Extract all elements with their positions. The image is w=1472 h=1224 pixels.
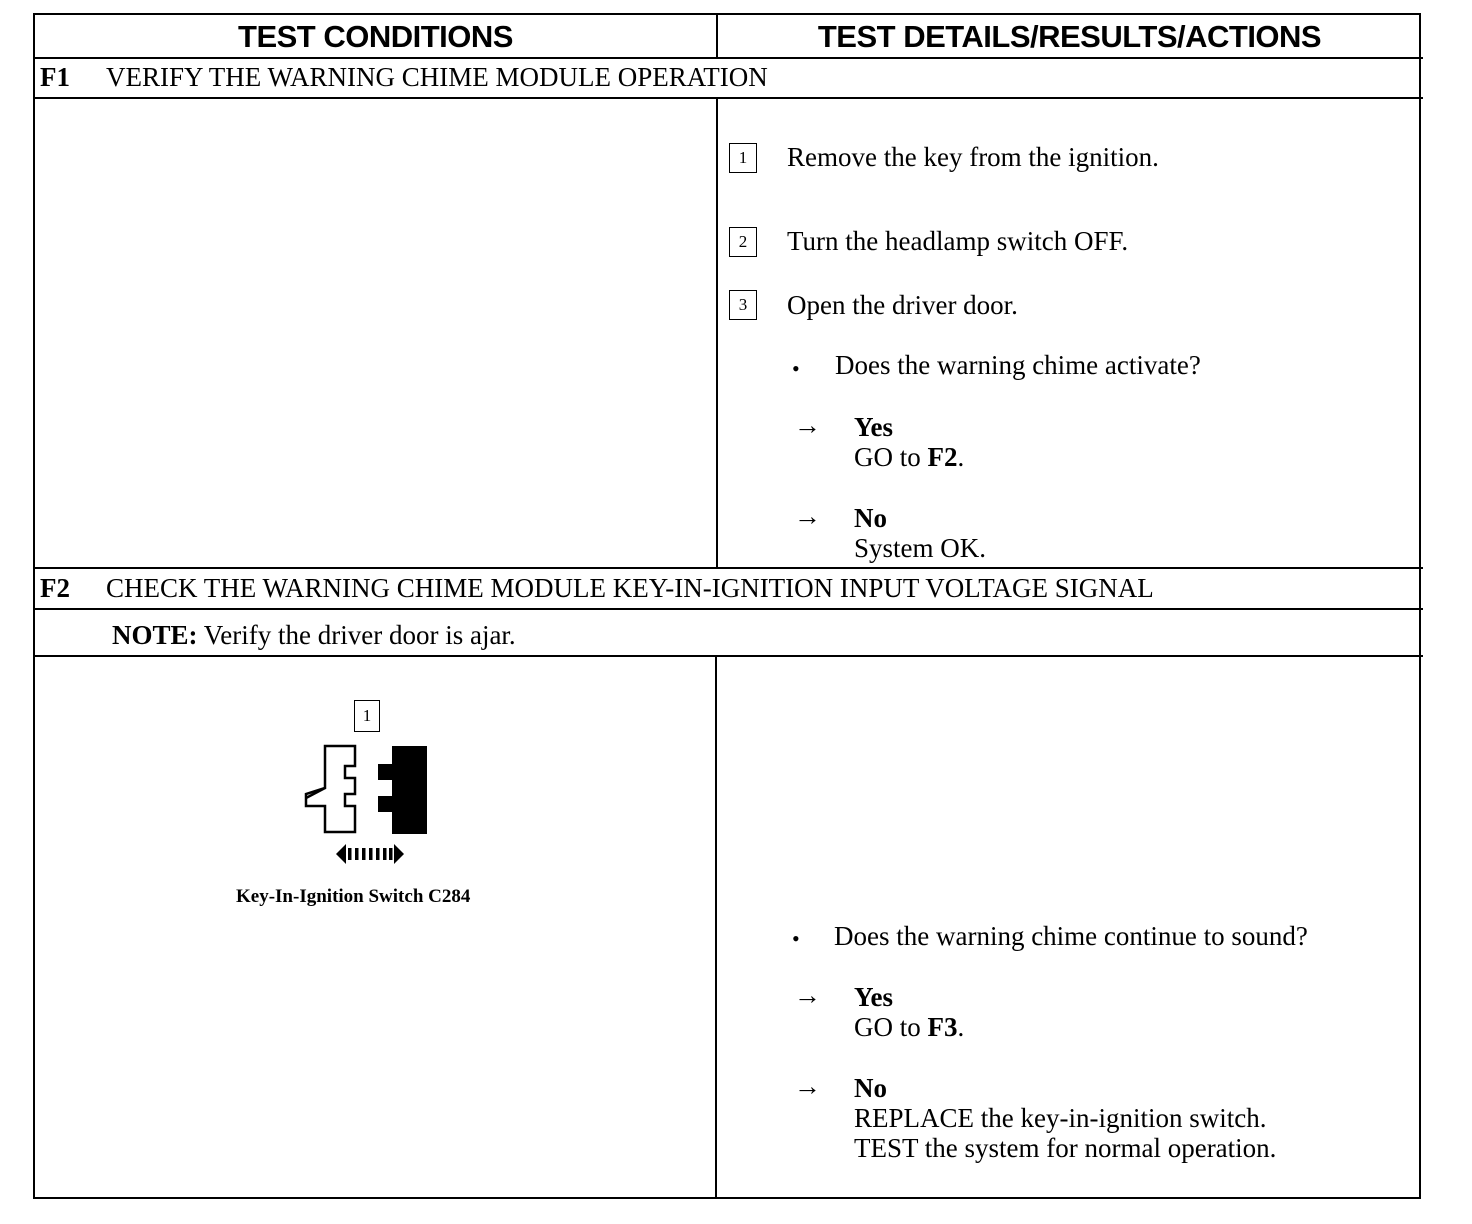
connector-housing-icon [306,746,355,832]
connector-illustration-icon [300,740,435,870]
f1-yes-label: Yes [854,412,893,442]
f2-yes-action-ref: F3 [927,1012,958,1042]
procedure-table [33,13,1421,1199]
double-arrow-icon [336,844,404,864]
f2-no-action-1: REPLACE the key-in-ignition switch. [854,1103,1267,1133]
f1-title: VERIFY THE WARNING CHIME MODULE OPERATION [106,62,768,92]
f1-no-arrow-icon: → [794,501,821,531]
header-test-details: TEST DETAILS/RESULTS/ACTIONS [817,19,1322,54]
f2-top-divider [33,567,1423,569]
f2-no-response [854,1073,1276,1163]
f1-step-3-text: Open the driver door. [787,290,1018,320]
f1-id: F1 [40,62,70,92]
f2-question: Does the warning chime continue to sound? [834,921,1308,951]
f1-step-2-number-box: 2 [729,227,757,257]
f2-title: CHECK THE WARNING CHIME MODULE KEY-IN-IGNITION INPUT VOLTAGE SIGNAL [106,573,1154,603]
f2-yes-action-suffix: . [957,1012,965,1042]
f2-yes-response [854,982,964,1042]
mating-connector-icon [378,746,427,834]
f2-figure-caption: Key-In-Ignition Switch C284 [236,886,471,907]
f2-figure-step-box: 1 [354,700,380,732]
f1-step-1-number-box: 1 [729,143,757,173]
f1-column-divider [716,97,718,568]
f1-step-2-text: Turn the headlamp switch OFF. [787,226,1129,256]
f1-no-response [854,503,986,563]
note-divider [33,655,1423,657]
f1-no-label: No [854,503,887,533]
f1-section-title [40,62,768,93]
f2-column-divider [715,655,717,1199]
f2-id: F2 [40,573,70,603]
f2-section-title [40,573,1154,604]
f2-question-bullet: • [792,926,800,951]
f2-yes-label: Yes [854,982,893,1012]
f1-question-bullet: • [792,356,800,381]
f1-yes-action-ref: F2 [927,442,958,472]
f1-question: Does the warning chime activate? [835,350,1201,380]
f2-note-label: NOTE: [112,620,198,650]
f1-step-1-text: Remove the key from the ignition. [787,142,1159,172]
f1-yes-action-suffix: . [957,442,965,472]
f1-no-action: System OK. [854,533,987,563]
f2-no-action-2: TEST the system for normal operation. [854,1133,1277,1163]
f1-yes-response [854,412,964,472]
f2-no-label: No [854,1073,887,1103]
f2-yes-arrow-icon: → [794,980,821,1010]
f2-yes-action-prefix: GO to [854,1012,928,1042]
f2-no-arrow-icon: → [794,1071,821,1101]
f2-note-text: Verify the driver door is ajar. [197,620,516,650]
f2-title-divider [33,608,1423,610]
f1-title-divider [33,97,1423,99]
f1-yes-arrow-icon: → [794,410,821,440]
f1-yes-action-prefix: GO to [854,442,928,472]
f1-step-3-number-box: 3 [729,290,757,320]
header-test-conditions: TEST CONDITIONS [238,19,513,54]
f2-note [112,620,516,651]
